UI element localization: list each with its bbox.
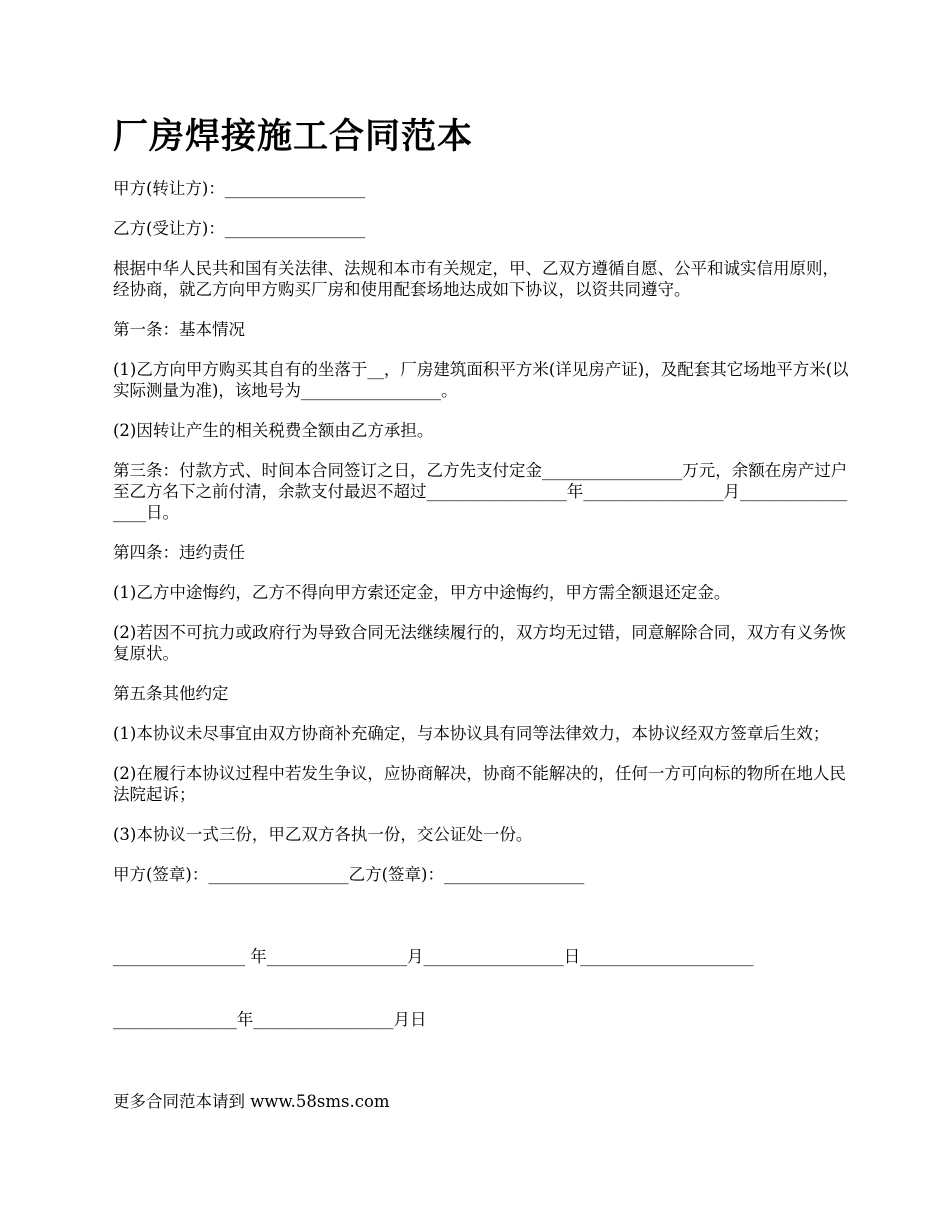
date-line-1: ________________ 年_________________月_________________日_____________________: [113, 947, 754, 966]
article-5-heading: 第五条其他约定: [113, 684, 229, 703]
date-lines: [113, 904, 853, 1072]
party-b-line: 乙方(受让方)：_________________: [113, 219, 366, 238]
article-5-item-3: (3)本协议一式三份，甲乙双方各执一份，交公证处一份。: [113, 825, 533, 844]
article-5-item-2: (2)在履行本协议过程中若发生争议，应协商解决，协商不能解决的，任何一方可向标的物所在地人民法院起诉；: [113, 764, 846, 804]
article-5-item-1: (1)本协议未尽事宜由双方协商补充确定，与本协议具有同等法律效力，本协议经双方签章后生效；: [113, 724, 830, 743]
contract-document: [113, 112, 853, 1131]
article-1-heading: 第一条：基本情况: [113, 320, 245, 339]
article-4-item-1: (1)乙方中途悔约，乙方不得向甲方索还定金，甲方中途悔约，甲方需全额退还定金。: [113, 583, 731, 602]
footer-text: 更多合同范本请到 www.58sms.com: [113, 1092, 390, 1111]
article-4-heading: 第四条：违约责任: [113, 543, 245, 562]
article-1-item-2: (2)因转让产生的相关税费全额由乙方承担。: [113, 421, 434, 440]
article-4-item-2: (2)若因不可抗力或政府行为导致合同无法继续履行的，双方均无过错，同意解除合同，双方有义务恢复原状。: [113, 623, 846, 663]
article-1-item-1: (1)乙方向甲方购买其自有的坐落于__，厂房建筑面积平方米(详见房产证)，及配套其它场地平方米(以实际测量为准)，该地号为_________________。: [113, 360, 849, 400]
date-line-2: _______________年_________________月日: [113, 1010, 427, 1029]
intro-paragraph: 根据中华人民共和国有关法律、法规和本市有关规定，甲、乙双方遵循自愿、公平和诚实信用原则，经协商，就乙方向甲方购买厂房和使用配套场地达成如下协议，以资共同遵守。: [113, 259, 839, 299]
article-3-paragraph: 第三条：付款方式、时间本合同签订之日，乙方先支付定金_________________万元，余额在房产过户至乙方名下之前付清，余款支付最迟不超过_________________年_________________月_________________日。: [113, 461, 848, 522]
party-a-line: 甲方(转让方)：_________________: [113, 179, 366, 198]
document-title: 厂房焊接施工合同范本: [113, 116, 474, 157]
signature-line: 甲方(签章)：_________________乙方(签章)：_________________: [113, 865, 585, 884]
